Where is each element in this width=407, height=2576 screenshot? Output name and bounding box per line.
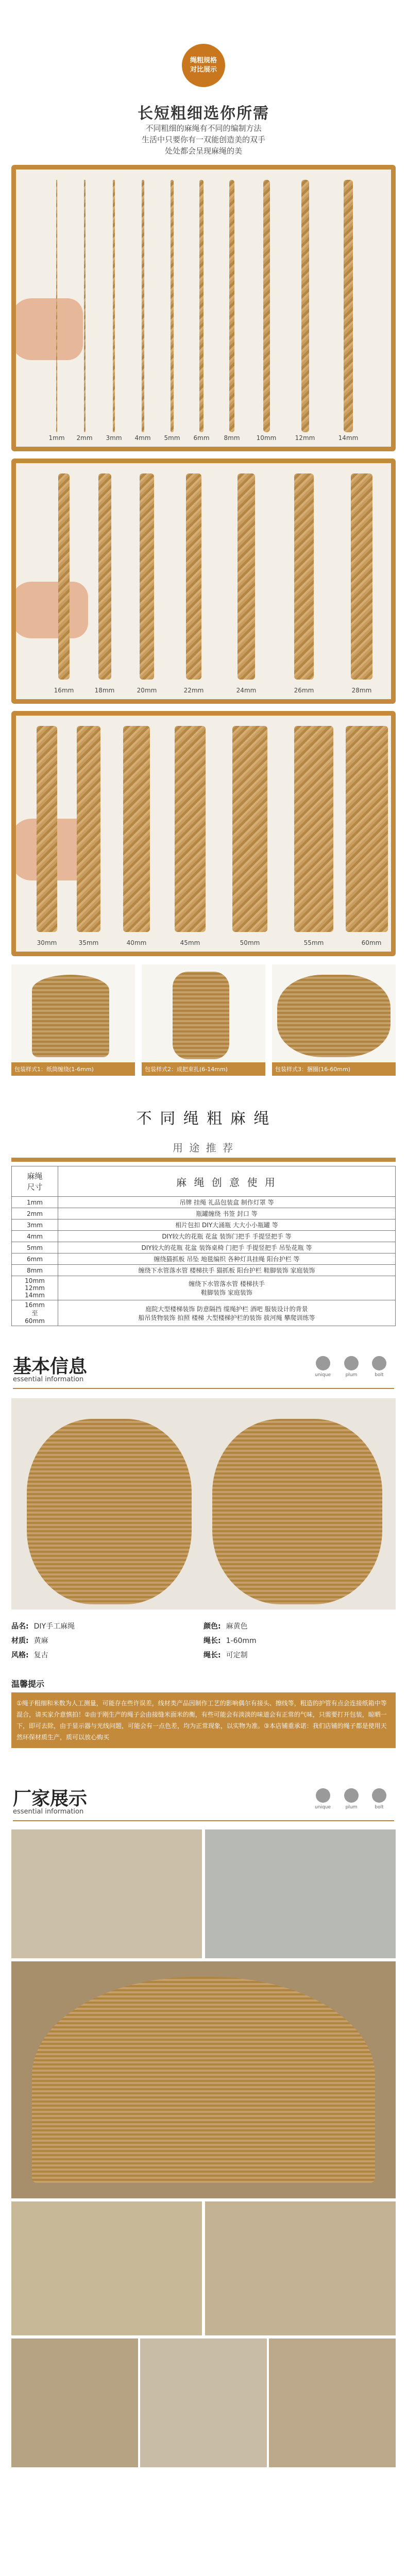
unique-icon [315, 1788, 331, 1810]
rope-photo-large [16, 716, 391, 952]
usage-size: 16mm 至 60mm [12, 1300, 58, 1326]
size-label: 12mm [295, 434, 315, 442]
section-title: 长短粗细选你所需 [138, 105, 269, 123]
usage-divider [11, 1158, 396, 1162]
size-header [0, 0, 407, 156]
factory-subtitle: essential information [13, 1808, 84, 1816]
rope-panel-medium [11, 459, 396, 704]
bolt-icon [372, 1356, 386, 1378]
info-item [204, 1650, 396, 1660]
col-use-header: 麻 绳 创 意 使 用 [58, 1166, 396, 1197]
rope-image [56, 180, 57, 432]
rope-image [199, 180, 204, 432]
usage-size: 4mm [12, 1231, 58, 1242]
usage-table [11, 1166, 396, 1326]
info-item [204, 1635, 396, 1646]
usage-text: 吊牌 挂绳 礼品包装盒 制作灯罩 等 [58, 1197, 396, 1208]
rope-image [142, 180, 144, 432]
rope-image [140, 473, 154, 680]
info-value: 1-60mm [226, 1637, 257, 1645]
rope-image [351, 473, 372, 680]
info-key: 品名: [11, 1622, 29, 1631]
icon-label: plum [345, 1372, 358, 1378]
usage-text: 缠绕下水管落水管 楼梯扶手 猫抓板 阳台护栏 鞋脚装饰 家庭装饰 [58, 1265, 396, 1276]
usage-text: 相片包扣 DIY大涌瓶 大大小小瓶罐 等 [58, 1219, 396, 1231]
unique-icon [315, 1356, 331, 1378]
rope-image [77, 726, 100, 932]
size-label: 20mm [137, 687, 157, 694]
size-label: 1mm [48, 434, 65, 442]
size-label: 6mm [193, 434, 210, 442]
tips-title: 温馨提示 [11, 1679, 45, 1689]
info-value: 复古 [33, 1651, 48, 1659]
icon-label: unique [315, 1372, 331, 1378]
rope-coil-image [212, 1419, 382, 1604]
bundle-image [173, 972, 229, 1059]
subtitle-line: 生活中只要你有一双能创造美的双手 [141, 135, 265, 144]
packaging-caption: 包装样式3：捆圈(16-60mm) [272, 1062, 396, 1076]
usage-row [12, 1219, 396, 1231]
info-item [11, 1621, 204, 1631]
rope-coil-image [27, 1419, 192, 1604]
factory-photo [205, 2201, 396, 2335]
size-label: 45mm [180, 939, 200, 946]
size-label: 4mm [134, 434, 151, 442]
size-label: 14mm [338, 434, 359, 442]
size-label: 30mm [37, 939, 57, 946]
info-header [0, 1352, 407, 1393]
factory-photo [11, 2338, 138, 2467]
factory-photo [11, 2201, 202, 2335]
usage-row [12, 1253, 396, 1265]
factory-photo [140, 2338, 267, 2467]
size-label: 28mm [351, 687, 372, 694]
rope-photo-medium [16, 463, 391, 699]
size-label: 55mm [303, 939, 324, 946]
size-label: 18mm [94, 687, 115, 694]
size-label: 35mm [78, 939, 99, 946]
col-size-line: 麻绳 [27, 1172, 43, 1181]
usage-subtitle: 用 途 推 荐 [172, 1142, 235, 1154]
spool-image [32, 975, 109, 1057]
size-label: 8mm [224, 434, 240, 442]
divider [13, 1820, 394, 1821]
info-value: 黄麻 [33, 1637, 48, 1645]
section-subtitle [0, 123, 407, 157]
size-label: 5mm [164, 434, 180, 442]
factory-photo [11, 1829, 202, 1958]
icon-label: bolt [375, 1372, 384, 1378]
spec-badge [182, 44, 225, 87]
info-key: 绳长: [204, 1637, 221, 1645]
info-title: 基本信息 [13, 1356, 88, 1377]
size-label: 2mm [76, 434, 93, 442]
icon-label: plum [345, 1805, 358, 1810]
packaging-thumb [11, 964, 135, 1076]
rope-image [344, 180, 353, 432]
factory-photo [205, 1829, 396, 1958]
col-size-header [12, 1166, 58, 1197]
info-key: 材质: [11, 1637, 29, 1645]
factory-title: 厂家展示 [13, 1788, 88, 1809]
rope-image [58, 473, 70, 680]
info-subtitle: essential information [13, 1376, 84, 1383]
usage-text: DIY较大的花瓶 花盆 装饰桌椅 门把手 手提竖把手 吊坠花瓶 等 [58, 1242, 396, 1253]
rope-image [301, 180, 309, 432]
rope-image [186, 473, 201, 680]
coil-image [277, 975, 391, 1057]
packaging-thumb [272, 964, 396, 1076]
usage-size: 3mm [12, 1219, 58, 1231]
info-value: 麻黄色 [226, 1622, 248, 1631]
rope-panel-small [11, 165, 396, 451]
rope-panel-large [11, 711, 396, 956]
size-labels [16, 687, 391, 696]
usage-text: 缠绕猫抓板 吊坠 地毯编织 各种灯具挂绳 阳台护栏 等 [58, 1253, 396, 1265]
info-key: 颜色: [204, 1622, 221, 1631]
tips-text: ①绳子粗细和米数为人工测量，可能存在些许误差，线材类产品因制作工艺的影响偶尔有接头、擦线等，粗造的护管有点会连接纸箱中等混合，请买家介意慎拍！②由于刚生产的绳子会由接缝米面米的衡，有些可能会有淡淡的味道会有正常的气味，只需要打开包装，晾晒一下，即可去除，由于显示器与光线问题，可能会有一点色差，均为正常现象，以实物为准。③本店铺重承诺：我们店铺的绳子都是使用天然环保材质生产，质可以放心购买 [11, 1692, 396, 1748]
size-label: 40mm [126, 939, 147, 946]
usage-size: 1mm [12, 1197, 58, 1208]
rope-image [238, 473, 255, 680]
size-labels [16, 434, 391, 444]
divider [13, 1388, 394, 1389]
packaging-caption: 包装样式2：成把束扎(6-14mm) [142, 1062, 265, 1076]
size-label: 3mm [106, 434, 122, 442]
usage-section [0, 1106, 407, 1326]
usage-size: 5mm [12, 1242, 58, 1253]
size-label: 10mm [256, 434, 277, 442]
rope-image [175, 726, 206, 932]
usage-body [12, 1197, 396, 1326]
usage-title: 不 同 绳 粗 麻 绳 [136, 1110, 271, 1128]
size-label: 26mm [294, 687, 314, 694]
info-icons [315, 1356, 386, 1378]
hand-image [16, 298, 83, 360]
rope-image [232, 726, 267, 932]
info-key: 绳长: [204, 1651, 221, 1659]
size-label: 50mm [240, 939, 260, 946]
usage-size: 2mm [12, 1208, 58, 1219]
bolt-icon [372, 1788, 386, 1810]
usage-row [12, 1231, 396, 1242]
usage-size: 10mm 12mm 14mm [12, 1276, 58, 1300]
rope-image [123, 726, 150, 932]
packaging-thumbs [11, 964, 396, 1076]
icon-label: unique [315, 1805, 331, 1810]
usage-size: 8mm [12, 1265, 58, 1276]
usage-row [12, 1276, 396, 1300]
rope-image [294, 726, 333, 932]
subtitle-line: 处处都会呈现麻绳的美 [164, 146, 242, 156]
badge-line-1: 绳粗规格 [190, 57, 217, 64]
factory-photo [269, 2338, 396, 2467]
usage-row [12, 1242, 396, 1253]
rope-image [98, 473, 111, 680]
rope-image [229, 180, 234, 432]
usage-row [12, 1208, 396, 1219]
rope-image [113, 180, 115, 432]
subtitle-line: 不同粗细的麻绳有不同的编制方法 [145, 124, 262, 133]
size-label: 16mm [54, 687, 74, 694]
info-item [204, 1621, 396, 1631]
info-item [11, 1650, 204, 1660]
rope-image [294, 473, 314, 680]
size-label: 60mm [361, 939, 382, 946]
usage-row [12, 1300, 396, 1326]
hand-image [16, 582, 88, 638]
tips-block [11, 1677, 396, 1748]
usage-size: 6mm [12, 1253, 58, 1265]
size-label: 24mm [236, 687, 257, 694]
info-value: DIY手工麻绳 [33, 1622, 75, 1631]
info-key: 风格: [11, 1651, 29, 1659]
usage-text: 庭院大型楼梯装饰 防意隔挡 缆绳护栏 酒吧 服装设计的背景 船吊货物装饰 拍照 楼梯 大型楼梯护栏的装饰 拔河绳 攀爬训练等 [58, 1300, 396, 1326]
rope-image [346, 726, 388, 932]
info-value: 可定制 [226, 1651, 248, 1659]
info-grid [11, 1621, 396, 1660]
rope-image [84, 180, 86, 432]
product-photo [11, 1398, 396, 1609]
icon-label: bolt [375, 1805, 384, 1810]
rope-image [171, 180, 174, 432]
rope-image [263, 180, 270, 432]
usage-row [12, 1265, 396, 1276]
usage-text: DIY较大的花瓶 花盆 装饰门把手 手提竖把手 等 [58, 1231, 396, 1242]
packaging-caption: 包装样式1：纸筒缠绕(1-6mm) [11, 1062, 135, 1076]
factory-header [0, 1784, 407, 1825]
usage-text: 瓶罐缠绕 书签 封口 等 [58, 1208, 396, 1219]
usage-text: 缠绕下水管落水管 楼梯扶手 鞋脚装饰 家庭装饰 [58, 1276, 396, 1300]
badge-line-2: 对比展示 [190, 66, 217, 74]
factory-photo [11, 1961, 396, 2198]
col-size-line: 尺寸 [27, 1182, 43, 1192]
rope-image [37, 726, 57, 932]
usage-row [12, 1197, 396, 1208]
size-label: 22mm [183, 687, 204, 694]
size-labels [16, 939, 391, 948]
rope-pile-image [32, 1977, 375, 2183]
factory-icons [315, 1788, 386, 1810]
plum-icon [344, 1356, 359, 1378]
factory-gallery [11, 1829, 396, 2473]
rope-photo-small [16, 170, 391, 447]
plum-icon [344, 1788, 359, 1810]
info-item [11, 1635, 204, 1646]
packaging-thumb [142, 964, 265, 1076]
